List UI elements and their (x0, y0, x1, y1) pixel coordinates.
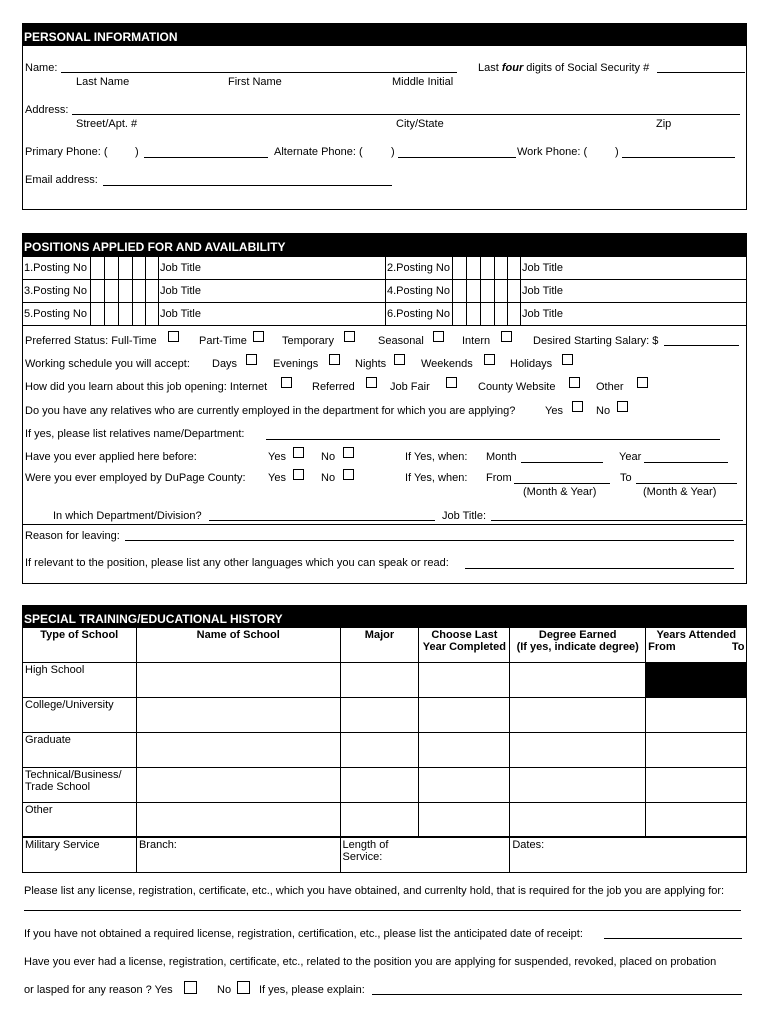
name-label: Name: (25, 62, 58, 74)
referred-checkbox[interactable] (366, 377, 377, 388)
relatives-list-field[interactable] (266, 439, 720, 440)
salary-label: Desired Starting Salary: $ (533, 335, 659, 347)
employed-yes-checkbox[interactable] (293, 469, 304, 480)
cell[interactable] (646, 802, 747, 837)
col-choose-line2: Year Completed (422, 641, 506, 653)
street-label: Street/Apt. # (76, 118, 138, 130)
grid-line (118, 256, 119, 325)
employed-no-label: No (321, 472, 336, 484)
grid-line (385, 256, 386, 325)
prior-job-title-label: Job Title: (442, 510, 487, 522)
cell[interactable] (646, 767, 747, 802)
cell[interactable] (136, 732, 340, 767)
work-phone-paren: ) (615, 146, 619, 158)
row-college: College/University (23, 697, 137, 732)
applied-month-label: Month (486, 451, 517, 463)
col-degree-line1: Degree Earned (538, 629, 617, 641)
employed-dupage-label: Were you ever employed by DuPage County: (25, 472, 246, 484)
cell[interactable] (340, 802, 419, 837)
military-branch[interactable]: Branch: (136, 837, 340, 872)
posting-3-label: 3.Posting No (24, 285, 87, 297)
col-type: Type of School (23, 628, 137, 662)
schedule-label: Working schedule you will accept: (25, 358, 190, 370)
job-title-5[interactable]: Job Title (160, 308, 201, 320)
table-row (23, 802, 747, 837)
cell[interactable] (646, 697, 747, 732)
applied-year-field[interactable] (644, 462, 728, 463)
other-checkbox[interactable] (637, 377, 648, 388)
grid-line (90, 256, 91, 325)
military-length[interactable] (340, 837, 510, 872)
col-choose-line1: Choose Last (431, 629, 498, 641)
cell[interactable] (419, 662, 510, 697)
job-title-2[interactable]: Job Title (522, 262, 563, 274)
military-length-line1: Length of (342, 839, 389, 851)
cell[interactable] (136, 662, 340, 697)
col-years-line1: Years Attended (656, 629, 737, 641)
holidays-checkbox[interactable] (562, 354, 573, 365)
languages-field[interactable] (465, 568, 734, 569)
nights-checkbox[interactable] (394, 354, 405, 365)
grid-line (22, 325, 747, 326)
ssn-label: Last four digits of Social Security # (478, 62, 650, 74)
alternate-phone-field[interactable] (398, 157, 516, 158)
row-technical-line2: Trade School (25, 780, 91, 793)
row-technical (23, 767, 137, 802)
table-row (23, 697, 747, 732)
other-label: Other (596, 381, 624, 393)
col-years (646, 628, 747, 662)
primary-phone-paren: ) (135, 146, 139, 158)
grid-line (158, 256, 159, 325)
temporary-checkbox[interactable] (344, 331, 355, 342)
to-month-year-hint: (Month & Year) (643, 486, 717, 498)
cell[interactable] (510, 802, 646, 837)
license-explain-field[interactable] (372, 994, 742, 995)
evenings-checkbox[interactable] (329, 354, 340, 365)
cell[interactable] (419, 697, 510, 732)
cell[interactable] (510, 732, 646, 767)
job-title-4[interactable]: Job Title (522, 285, 563, 297)
row-military: Military Service (23, 837, 137, 872)
email-field[interactable] (103, 185, 392, 186)
license-no-label: No (217, 984, 232, 996)
military-length-line2: Service: (342, 851, 383, 863)
relatives-no-checkbox[interactable] (617, 401, 628, 412)
posting-4-label: 4.Posting No (387, 285, 450, 297)
cell[interactable] (510, 767, 646, 802)
part-time-checkbox[interactable] (253, 331, 264, 342)
cell[interactable] (340, 767, 419, 802)
table-row (23, 767, 747, 802)
applied-no-checkbox[interactable] (343, 447, 354, 458)
row-graduate: Graduate (23, 732, 137, 767)
prior-job-title-field[interactable] (491, 520, 743, 521)
preferred-status-label: Preferred Status: Full-Time (25, 335, 157, 347)
grid-line (520, 256, 521, 325)
weekends-checkbox[interactable] (484, 354, 495, 365)
seasonal-label: Seasonal (378, 335, 424, 347)
job-title-1[interactable]: Job Title (160, 262, 201, 274)
employed-from-label: From (486, 472, 512, 484)
grid-line (507, 256, 508, 325)
part-time-label: Part-Time (199, 335, 247, 347)
applied-before-label: Have you ever applied here before: (25, 451, 197, 463)
posting-2-label: 2.Posting No (387, 262, 450, 274)
work-phone-field[interactable] (622, 157, 735, 158)
ssn-field[interactable] (657, 72, 745, 73)
education-header: SPECIAL TRAINING/EDUCATIONAL HISTORY (22, 605, 747, 628)
reason-field[interactable] (125, 540, 734, 541)
row-technical-line1: Technical/Business/ (25, 768, 122, 781)
middle-initial-label: Middle Initial (392, 76, 454, 88)
applied-yes-label: Yes (268, 451, 286, 463)
referred-label: Referred (312, 381, 355, 393)
license-question-2: If you have not obtained a required license, registration, certification, etc., please list the anticipated date of receipt: (24, 928, 583, 940)
full-time-checkbox[interactable] (168, 331, 179, 342)
employed-from-field[interactable] (514, 483, 610, 484)
col-degree (510, 628, 646, 662)
license-question-1: Please list any license, registration, certificate, etc., which you have obtained, and currenlty hold, that is required for the job you are applying for: (24, 885, 725, 897)
first-name-label: First Name (228, 76, 282, 88)
military-dates[interactable]: Dates: (510, 837, 747, 872)
primary-phone-label: Primary Phone: ( (25, 146, 108, 158)
holidays-label: Holidays (510, 358, 553, 370)
applied-yes-checkbox[interactable] (293, 447, 304, 458)
work-phone-label: Work Phone: ( (517, 146, 588, 158)
divider (22, 524, 747, 525)
cell[interactable] (340, 732, 419, 767)
cell[interactable] (136, 767, 340, 802)
department-label: In which Department/Division? (53, 510, 202, 522)
name-field[interactable] (61, 72, 457, 73)
personal-info-header: PERSONAL INFORMATION (22, 23, 747, 46)
license-yes-checkbox[interactable] (184, 981, 197, 994)
license-no-checkbox[interactable] (237, 981, 250, 994)
last-name-label: Last Name (76, 76, 130, 88)
applied-when-label: If Yes, when: (405, 451, 468, 463)
table-row (23, 732, 747, 767)
learn-label: How did you learn about this job opening: Internet (25, 381, 268, 393)
license-field-1[interactable] (24, 910, 741, 911)
nights-label: Nights (355, 358, 387, 370)
intern-checkbox[interactable] (501, 331, 512, 342)
col-name: Name of School (136, 628, 340, 662)
employed-to-field[interactable] (636, 483, 737, 484)
table-row (23, 837, 747, 872)
county-website-label: County Website (478, 381, 556, 393)
row-high-school: High School (23, 662, 137, 697)
cell[interactable] (340, 697, 419, 732)
col-to: To (731, 641, 745, 653)
address-label: Address: (25, 104, 69, 116)
education-table (22, 628, 747, 873)
cell[interactable] (646, 732, 747, 767)
employed-to-label: To (620, 472, 632, 484)
grid-line (452, 256, 453, 325)
relatives-list-label: If yes, please list relatives name/Department: (25, 428, 245, 440)
posting-1-label: 1.Posting No (24, 262, 87, 274)
col-degree-line2: (If yes, indicate degree) (516, 641, 639, 653)
internet-checkbox[interactable] (281, 377, 292, 388)
applied-month-field[interactable] (521, 462, 603, 463)
days-checkbox[interactable] (246, 354, 257, 365)
days-label: Days (212, 358, 238, 370)
employed-when-label: If Yes, when: (405, 472, 468, 484)
cell[interactable] (419, 802, 510, 837)
employed-no-checkbox[interactable] (343, 469, 354, 480)
temporary-label: Temporary (282, 335, 334, 347)
cell[interactable] (340, 662, 419, 697)
table-row (23, 662, 747, 697)
weekends-label: Weekends (421, 358, 473, 370)
intern-label: Intern (462, 335, 491, 347)
cell[interactable] (510, 697, 646, 732)
applied-no-label: No (321, 451, 336, 463)
primary-phone-field[interactable] (144, 157, 268, 158)
license-question-4: or lasped for any reason ? Yes (24, 984, 173, 996)
reason-label: Reason for leaving: (25, 530, 120, 542)
license-explain-label: If yes, please explain: (259, 984, 365, 996)
license-field-2[interactable] (604, 938, 742, 939)
job-title-3[interactable]: Job Title (160, 285, 201, 297)
job-fair-label: Job Fair (390, 381, 430, 393)
grid-line (480, 256, 481, 325)
grid-line (132, 256, 133, 325)
cell[interactable] (136, 697, 340, 732)
county-website-checkbox[interactable] (569, 377, 580, 388)
relatives-question: Do you have any relatives who are currently employed in the department for which you are applying? (25, 405, 516, 417)
cell[interactable] (419, 767, 510, 802)
grid-line (494, 256, 495, 325)
relatives-yes-checkbox[interactable] (572, 401, 583, 412)
languages-label: If relevant to the position, please list any other languages which you can speak or read: (25, 557, 449, 569)
col-choose (419, 628, 510, 662)
posting-5-label: 5.Posting No (24, 308, 87, 320)
row-other: Other (23, 802, 137, 837)
posting-6-label: 6.Posting No (387, 308, 450, 320)
employed-yes-label: Yes (268, 472, 286, 484)
cell[interactable] (136, 802, 340, 837)
col-major: Major (340, 628, 419, 662)
grid-line (104, 256, 105, 325)
evenings-label: Evenings (273, 358, 319, 370)
grid-line (466, 256, 467, 325)
edu-header-row (23, 628, 747, 662)
relatives-yes-label: Yes (545, 405, 563, 417)
positions-header: POSITIONS APPLIED FOR AND AVAILABILITY (22, 233, 747, 256)
license-question-3: Have you ever had a license, registration, certificate, etc., related to the position you are applying for suspended, revoked, placed on probation (24, 956, 717, 968)
from-month-year-hint: (Month & Year) (523, 486, 597, 498)
grid-line (145, 256, 146, 325)
department-field[interactable] (209, 520, 435, 521)
seasonal-checkbox[interactable] (433, 331, 444, 342)
zip-label: Zip (656, 118, 672, 130)
applied-year-label: Year (619, 451, 642, 463)
job-title-6[interactable]: Job Title (522, 308, 563, 320)
city-state-label: City/State (396, 118, 444, 130)
cell[interactable] (419, 732, 510, 767)
relatives-no-label: No (596, 405, 611, 417)
cell-blacked-out (646, 662, 747, 697)
alternate-phone-label: Alternate Phone: ( (274, 146, 363, 158)
email-label: Email address: (25, 174, 98, 186)
cell[interactable] (510, 662, 646, 697)
address-field[interactable] (72, 114, 740, 115)
alternate-phone-paren: ) (391, 146, 395, 158)
col-from: From (648, 641, 676, 653)
job-fair-checkbox[interactable] (446, 377, 457, 388)
salary-field[interactable] (664, 345, 739, 346)
personal-info-section (22, 23, 747, 210)
col-years-sub (648, 641, 744, 653)
